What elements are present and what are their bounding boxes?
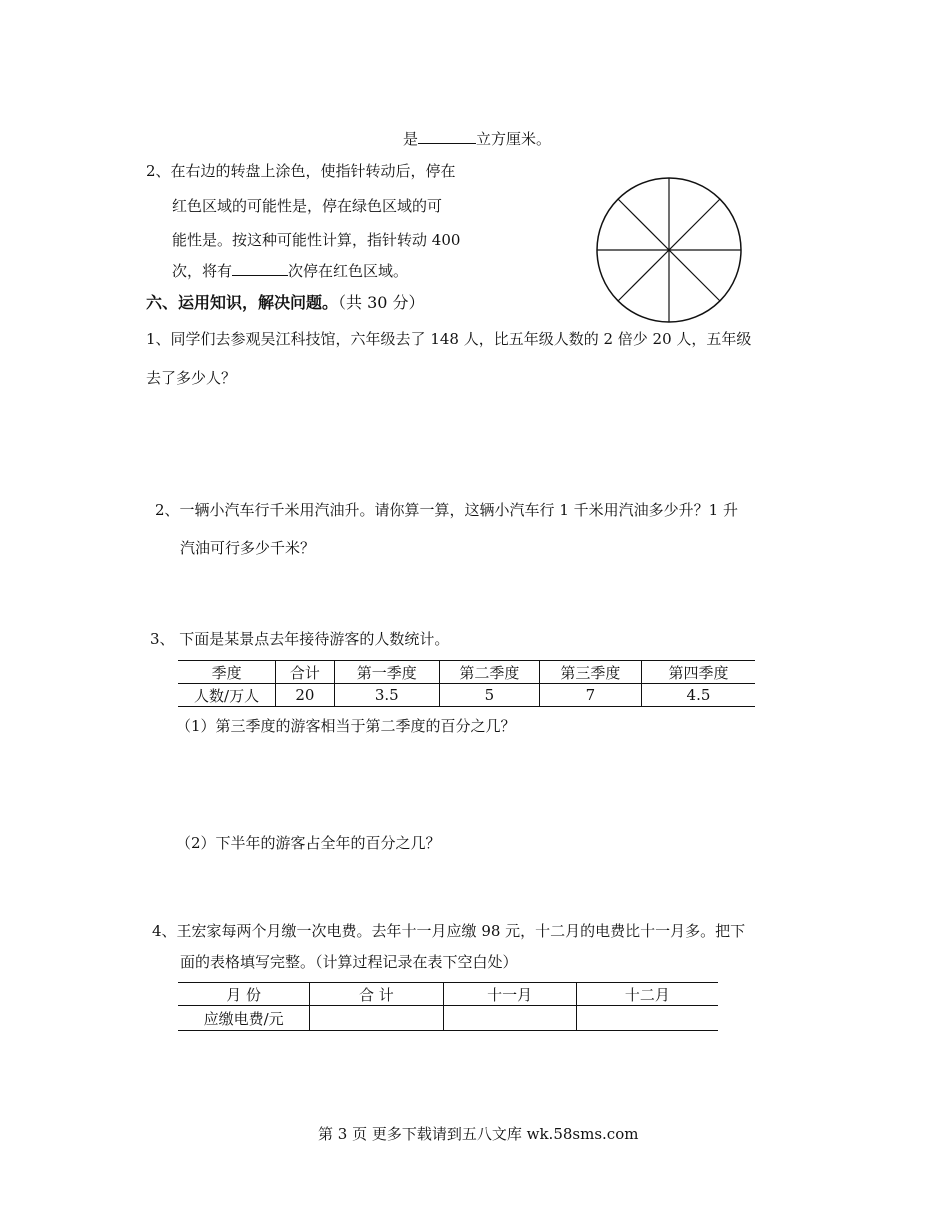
table-cell: 合计 — [276, 661, 335, 684]
answer-cell-december[interactable] — [576, 1006, 718, 1031]
top-fill-line — [403, 129, 551, 149]
table-cell: 月 份 — [178, 983, 310, 1006]
answer-blank[interactable] — [232, 261, 288, 276]
table-cell: 4.5 — [641, 684, 755, 707]
top-line-after: 立方厘米。 — [476, 130, 552, 148]
table-cell: 20 — [276, 684, 335, 707]
table-header-row — [178, 661, 755, 684]
table-row — [178, 1006, 718, 1031]
p4-line-2: 面的表格填写完整。（计算过程记录在表下空白处） — [180, 953, 518, 971]
table-cell: 第三季度 — [539, 661, 641, 684]
page-footer: 第 3 页 更多下载请到五八文库 wk.58sms.com — [318, 1125, 639, 1143]
table-cell: 十一月 — [443, 983, 576, 1006]
table-row — [178, 684, 755, 707]
answer-blank[interactable] — [418, 129, 476, 144]
p1-line-2: 去了多少人？ — [146, 369, 237, 387]
section-6-title: 六、运用知识，解决问题。 — [146, 293, 339, 312]
answer-cell-total[interactable] — [310, 1006, 443, 1031]
p2-line-2: 汽油可行多少千米？ — [180, 539, 316, 557]
section-6-score: （共 30 分） — [338, 293, 425, 312]
table-cell: 合 计 — [310, 983, 443, 1006]
q2-line-4 — [172, 261, 408, 281]
p4-line-1: 4、王宏家每两个月缴一次电费。去年十一月应缴 98 元，十二月的电费比十一月多。把下 — [152, 922, 746, 940]
tourist-table — [178, 660, 755, 707]
q2-line-2: 红色区域的可能性是，停在绿色区域的可 — [172, 197, 443, 215]
p3-intro: 3、 下面是某景点去年接待游客的人数统计。 — [150, 630, 450, 648]
table-cell: 人数/万人 — [178, 684, 276, 707]
section-6-heading — [146, 293, 425, 313]
q2-line-4-after: 次停在红色区域。 — [288, 262, 409, 280]
answer-cell-november[interactable] — [443, 1006, 576, 1031]
p2-line-1: 2、一辆小汽车行千米用汽油升。请你算一算，这辆小汽车行 1 千米用汽油多少升？1 升 — [155, 501, 738, 519]
table-header-row — [178, 983, 718, 1006]
top-line-before: 是 — [403, 130, 419, 148]
electricity-table — [178, 982, 718, 1031]
p3-sub-question-2: （2）下半年的游客占全年的百分之几？ — [176, 834, 441, 852]
table-cell: 5 — [439, 684, 539, 707]
p1-line-1: 1、同学们去参观吴江科技馆，六年级去了 148 人，比五年级人数的 2 倍少 20 人，五年级 — [146, 330, 752, 348]
table-cell: 应缴电费/元 — [178, 1006, 310, 1031]
p3-sub-question-1: （1）第三季度的游客相当于第二季度的百分之几？ — [176, 717, 516, 735]
table-cell: 3.5 — [334, 684, 439, 707]
table-cell: 季度 — [178, 661, 276, 684]
table-cell: 第一季度 — [334, 661, 439, 684]
q2-line-3: 能性是。按这种可能性计算，指针转动 400 — [172, 231, 461, 249]
table-cell: 第四季度 — [641, 661, 755, 684]
q2-line-4-before: 次，将有 — [172, 262, 233, 280]
table-cell: 7 — [539, 684, 641, 707]
spinner-diagram — [594, 175, 744, 325]
table-cell: 第二季度 — [439, 661, 539, 684]
table-cell: 十二月 — [576, 983, 718, 1006]
q2-line-1: 2、在右边的转盘上涂色，使指针转动后，停在 — [146, 162, 456, 180]
